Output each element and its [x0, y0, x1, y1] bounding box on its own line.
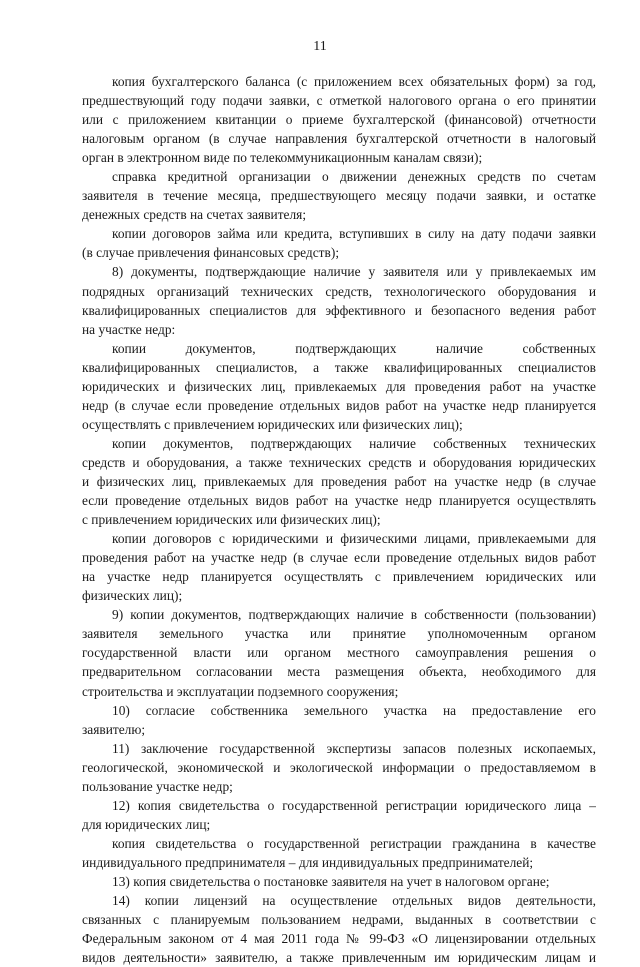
- text-line: строительства и эксплуатации подземного сооружения;: [82, 683, 399, 699]
- text-line: или с приложением квитанции о приеме бухгалтерской (финансовой) отчетности: [82, 112, 596, 128]
- text-line: проведения работ на участке недр (в случае если проведение отдельных видов работ: [82, 550, 596, 566]
- text-line: предварительном согласовании места размещения объекта, необходимого для: [82, 664, 596, 680]
- text-line: геологической, экономической и экологической информации о предоставляемом в: [82, 759, 596, 775]
- text-line: 10) согласие собственника земельного участка на предоставление его: [112, 702, 596, 718]
- text-line: недр (в случае если проведение отдельных видов работ на участке недр планируется: [82, 397, 596, 413]
- text-line: копии договоров с юридическими и физическими лицами, привлекаемыми для: [112, 531, 596, 547]
- text-line: денежных средств на счетах заявителя;: [82, 207, 307, 223]
- text-line: (в случае привлечения финансовых средств);: [82, 245, 340, 261]
- text-line: видов деятельности» заявителю, а также привлеченным им юридическим лицам и: [82, 950, 596, 966]
- text-line: средств и оборудования, а также технических средств и оборудования юридических: [82, 454, 596, 470]
- text-line: копия бухгалтерского баланса (с приложением всех обязательных форм) за год,: [112, 74, 596, 89]
- text-line: для юридических лиц;: [82, 816, 211, 832]
- text-line: налоговым органом (в случае направления бухгалтерской отчетности в налоговый: [82, 131, 596, 147]
- text-line: орган в электронном виде по телекоммуникационным каналам связи);: [82, 150, 483, 166]
- text-line: заявителю;: [82, 721, 146, 737]
- text-line: справка кредитной организации о движении денежных средств по счетам: [112, 169, 596, 185]
- body-text: [82, 72, 596, 967]
- text-line: 12) копия свидетельства о государственной регистрации юридического лица –: [112, 797, 596, 813]
- text-line: на участке недр:: [82, 321, 176, 337]
- text-line: 13) копия свидетельства о постановке заявителя на учет в налоговом органе;: [112, 873, 550, 889]
- text-line: копия свидетельства о государственной регистрации гражданина в качестве: [112, 835, 596, 851]
- text-line: связанных с планируемым пользованием недрами, выданных в соответствии с: [82, 912, 596, 928]
- text-line: осуществлять с привлечением юридических или физических лиц);: [82, 416, 463, 432]
- text-line: если проведение отдельных видов работ на участке недр планируется осуществлять: [82, 493, 596, 509]
- text-line: заявителя в течение месяца, предшествующего месяцу подачи заявки, и остатке: [82, 188, 596, 204]
- text-line: с привлечением юридических или физических лиц);: [82, 512, 381, 528]
- text-line: 9) копии документов, подтверждающих наличие в собственности (пользовании): [112, 607, 596, 623]
- text-line: копии документов, подтверждающих наличие собственных технических: [112, 435, 596, 451]
- text-line: Федеральным законом от 4 мая 2011 года № 99-ФЗ «О лицензировании отдельных: [82, 931, 596, 947]
- text-line: 11) заключение государственной экспертизы запасов полезных ископаемых,: [112, 740, 596, 756]
- text-line: на участке недр планируется осуществлять с привлечением юридических или: [82, 569, 596, 585]
- text-line: 8) документы, подтверждающие наличие у заявителя или у привлекаемых им: [112, 264, 596, 280]
- text-line: юридических и физических лиц, привлекаемых для проведения работ на участке: [82, 378, 596, 394]
- text-line: копии документов, подтверждающих наличие собственных: [112, 340, 596, 356]
- text-line: и физических лиц, привлекаемых для проведения работ на участке недр (в случае: [82, 473, 596, 489]
- text-line: предшествующий году подачи заявки, с отметкой налогового органа о его принятии: [82, 93, 596, 109]
- text-line: квалифицированных специалистов для эффективного и безопасного ведения работ: [82, 302, 596, 318]
- text-line: подрядных организаций технических средств, технологического оборудования и: [82, 283, 596, 299]
- text-line: физических лиц);: [82, 588, 183, 604]
- text-line: копии договоров займа или кредита, вступивших в силу на дату подачи заявки: [112, 226, 596, 242]
- text-line: пользование участке недр;: [82, 778, 233, 794]
- text-line: 14) копии лицензий на осуществление отдельных видов деятельности,: [112, 893, 596, 909]
- text-line: государственной власти или органом местного самоуправления решения о: [82, 645, 596, 661]
- text-line: индивидуального предпринимателя – для индивидуальных предпринимателей;: [82, 854, 534, 870]
- text-line: заявителя земельного участка или принятие уполномоченным органом: [82, 626, 596, 642]
- page-number: 11: [313, 39, 327, 54]
- text-line: квалифицированных специалистов, а также квалифицированных специалистов: [82, 359, 596, 375]
